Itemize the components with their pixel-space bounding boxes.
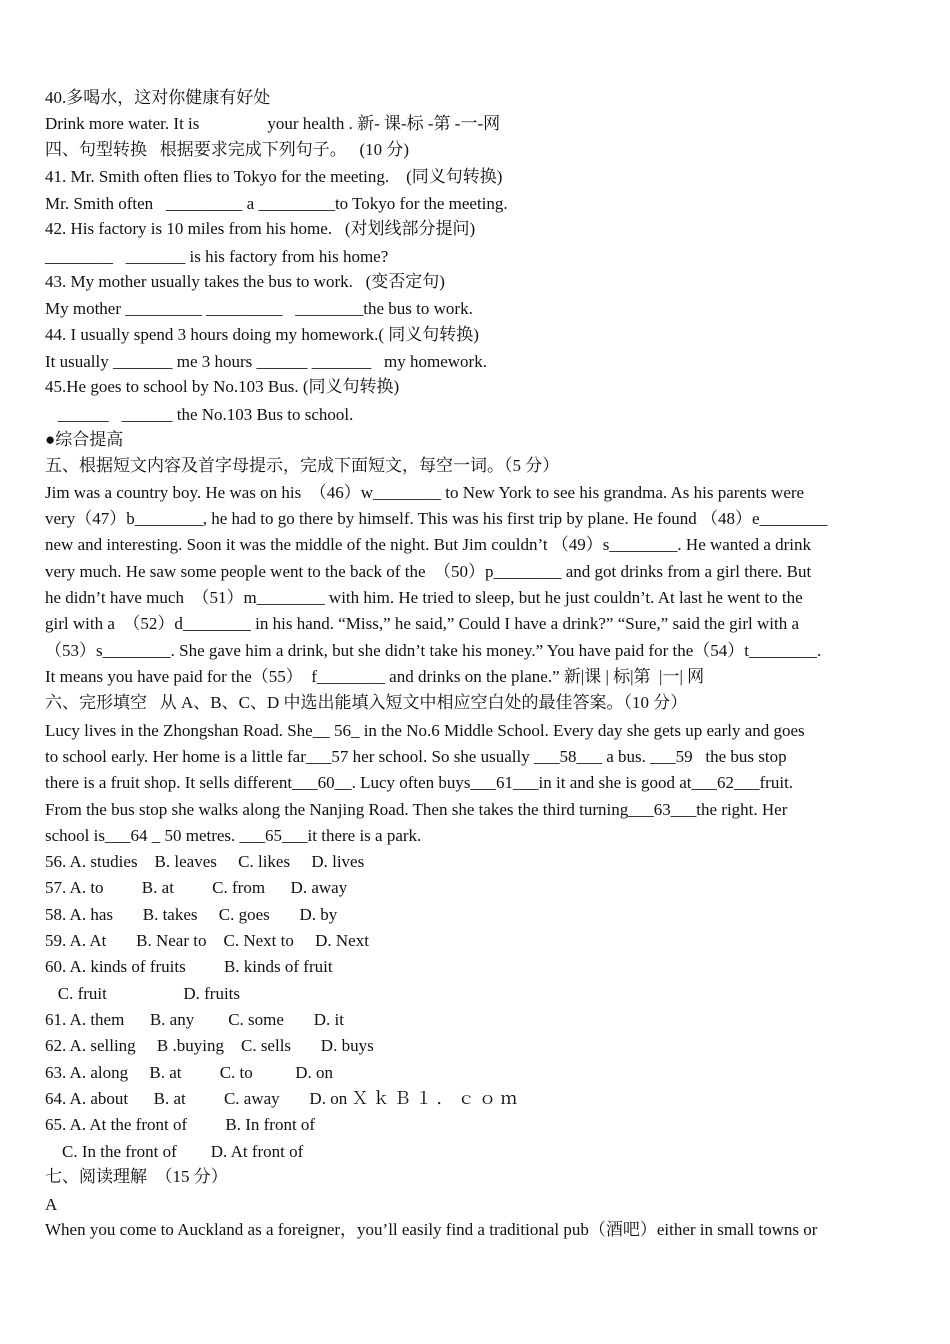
text-line: When you come to Auckland as a foreigner，you’ll easily find a traditional pub（酒吧）either in small towns or [45, 1220, 818, 1239]
text-line: 58. A. has B. takes C. goes D. by [45, 905, 338, 924]
text-line: 六、完形填空 从 A、B、C、D 中选出能填入短文中相应空白处的最佳答案。（10 分） [45, 693, 688, 712]
text-line: 61. A. them B. any C. some D. it [45, 1010, 344, 1029]
text-line: 四、句型转换 根据要求完成下列句子。 (10 分) [45, 140, 410, 159]
text-line: C. In the front of D. At front of [45, 1142, 304, 1161]
text-line: 42. His factory is 10 miles from his home. (对划线部分提问) [45, 219, 476, 238]
text-line: 57. A. to B. at C. from D. away [45, 878, 348, 897]
text-line: It means you have paid for the（55） f________ and drinks on the plane.” 新|课 | 标|第 |一| 网 [45, 667, 705, 686]
text-line: 64. A. about B. at C. away D. on Ｘ ｋ Ｂ １ ． ｃ ｏ ｍ [45, 1089, 518, 1108]
text-line: 63. A. along B. at C. to D. on [45, 1063, 334, 1082]
text-line: From the bus stop she walks along the Nanjing Road. Then she takes the third turning___63___the right. Her [45, 800, 788, 819]
text-line: My mother _________ _________ ________the bus to work. [45, 299, 473, 318]
text-line: 44. I usually spend 3 hours doing my homework.( 同义句转换) [45, 325, 479, 344]
text-line: 56. A. studies B. leaves C. likes D. lives [45, 852, 365, 871]
text-line: 65. A. At the front of B. In front of [45, 1115, 316, 1134]
text-line: 40.多喝水，这对你健康有好处 [45, 88, 271, 107]
text-line: Jim was a country boy. He was on his （46）w________ to New York to see his grandma. As his parents were [45, 483, 805, 502]
text-line: 45.He goes to school by No.103 Bus. (同义句转换) [45, 377, 400, 396]
text-line: ●综合提高 [45, 430, 124, 449]
text-line: C. fruit D. fruits [45, 984, 241, 1003]
text-line: 五、根据短文内容及首字母提示，完成下面短文，每空一词。（5 分） [45, 456, 560, 475]
text-line: A [45, 1195, 58, 1214]
text-line: 七、阅读理解 （15 分） [45, 1167, 228, 1186]
text-line: to school early. Her home is a little far___57 her school. So she usually ___58___ a bus. ___59 the bus stop [45, 747, 787, 766]
text-line: ________ _______ is his factory from his home? [45, 247, 389, 266]
text-line: 60. A. kinds of fruits B. kinds of fruit [45, 957, 333, 976]
text-line: Drink more water. It is your health . 新- 课-标 -第 -一-网 [45, 114, 501, 133]
text-line: 41. Mr. Smith often flies to Tokyo for the meeting. (同义句转换) [45, 167, 503, 186]
text-line: school is___64 _ 50 metres. ___65___it there is a park. [45, 826, 422, 845]
text-line: he didn’t have much （51）m________ with him. He tried to sleep, but he just couldn’t. At last he went to the [45, 588, 803, 607]
text-line: 62. A. selling B .buying C. sells D. buys [45, 1036, 374, 1055]
text-line: （53）s________. She gave him a drink, but she didn’t take his money.” You have paid for the（54）t________. [45, 641, 822, 660]
text-line: new and interesting. Soon it was the middle of the night. But Jim couldn’t （49）s________. He wanted a drink [45, 535, 812, 554]
text-line: very much. He saw some people went to the back of the （50）p________ and got drinks from a girl there. But [45, 562, 812, 581]
text-line: ______ ______ the No.103 Bus to school. [45, 405, 354, 424]
text-line: Mr. Smith often _________ a _________to Tokyo for the meeting. [45, 194, 508, 213]
text-line: very（47）b________, he had to go there by himself. This was his first trip by plane. He found （48）e________ [45, 509, 828, 528]
text-line: girl with a （52）d________ in his hand. “Miss,” he said,” Could I have a drink?” “Sure,” said the girl with a [45, 614, 799, 633]
text-line: Lucy lives in the Zhongshan Road. She__ 56_ in the No.6 Middle School. Every day she gets up early and goes [45, 721, 805, 740]
text-line: It usually _______ me 3 hours ______ _______ my homework. [45, 352, 487, 371]
text-line: 43. My mother usually takes the bus to work. (变否定句) [45, 272, 445, 291]
text-line: there is a fruit shop. It sells different___60__. Lucy often buys___61___in it and she is good at___62___fruit. [45, 773, 794, 792]
text-line: 59. A. At B. Near to C. Next to D. Next [45, 931, 369, 950]
